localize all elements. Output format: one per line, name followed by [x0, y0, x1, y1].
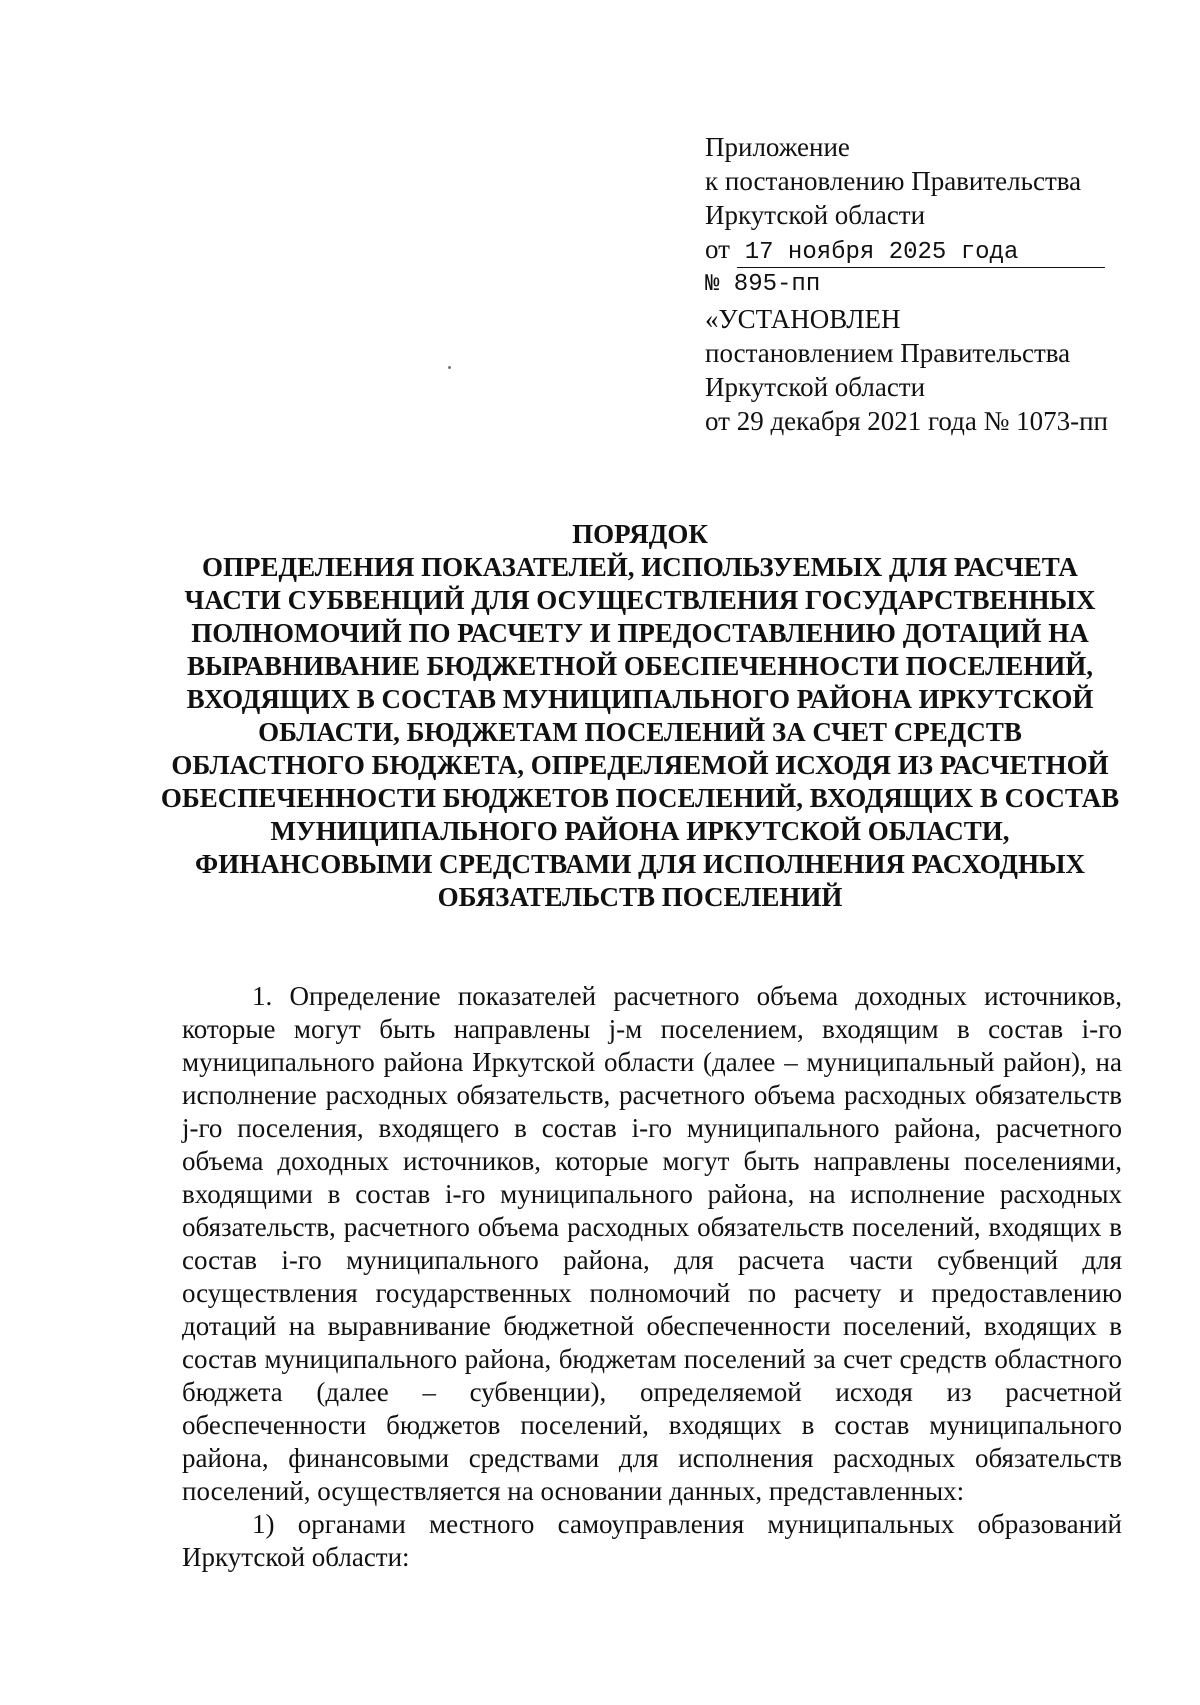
title-heading: ПОРЯДОК [572, 519, 708, 549]
appendix-number: № 895-пп [705, 271, 821, 298]
appendix-label: Приложение [705, 132, 850, 162]
paragraph-2: 1) органами местного самоуправления муниципальных образований Иркутской области: [182, 1509, 1122, 1572]
established-region: Иркутской области [705, 372, 926, 402]
established-date: от 29 декабря 2021 года № 1073-пп [705, 406, 1109, 436]
established-label: «УСТАНОВЛЕН [705, 304, 901, 334]
date-prefix: от [705, 234, 730, 264]
appendix-header [705, 130, 1145, 438]
date-value: 17 ноября 2025 года [737, 239, 1105, 268]
established-by: постановлением Правительства [705, 338, 1071, 368]
scan-speck [448, 366, 451, 369]
appendix-resolution: к постановлению Правительства [705, 166, 1082, 196]
document-body [182, 980, 1122, 1574]
paragraph-1: 1. Определение показателей расчетного объема доходных источников, которые могут быть направлены j-м поселением, входящим в состав i-го муниципального района Иркутской области (далее – муниципальный район), на исполнение расходных обязательств, расчетного объема расходных обязательств j-го поселения, входящего в состав i-го муниципального района, расчетного объема доходных источников, которые могут быть направлены поселениями, входящими в состав i-го муниципального района, на исполнение расходных обязательств, расчетного объема расходных обязательств поселений, входящих в состав i-го муниципального района, для расчета части субвенций для осуществления государственных полномочий по расчету и предоставлению дотаций на выравнивание бюджетной обеспеченности поселений, входящих в состав муниципального района, бюджетам поселений за счет средств областного бюджета (далее – субвенции), определяемой исходя из расчетной обеспеченности бюджетов поселений, входящих в состав муниципального района, финансовыми средствами для исполнения расходных обязательств поселений, осуществляется на основании данных, представленных: [182, 981, 1122, 1506]
appendix-date-line [705, 232, 1145, 268]
appendix-region: Иркутской области [705, 200, 926, 230]
title-subtitle: ОПРЕДЕЛЕНИЯ ПОКАЗАТЕЛЕЙ, ИСПОЛЬЗУЕМЫХ ДЛЯ РАСЧЕТА ЧАСТИ СУБВЕНЦИЙ ДЛЯ ОСУЩЕСТВЛЕНИЯ ГОСУДАРСТВЕННЫХ ПОЛНОМОЧИЙ ПО РАСЧЕТУ И ПРЕДОСТАВЛЕНИЮ ДОТАЦИЙ НА ВЫРАВНИВАНИЕ БЮДЖЕТНОЙ ОБЕСПЕЧЕННОСТИ ПОСЕЛЕНИЙ, ВХОДЯЩИХ В СОСТАВ МУНИЦИПАЛЬНОГО РАЙОНА ИРКУТСКОЙ ОБЛАСТИ, БЮДЖЕТАМ ПОСЕЛЕНИЙ ЗА СЧЕТ СРЕДСТВ ОБЛАСТНОГО БЮДЖЕТА, ОПРЕДЕЛЯЕМОЙ ИСХОДЯ ИЗ РАСЧЕТНОЙ ОБЕСПЕЧЕННОСТИ БЮДЖЕТОВ ПОСЕЛЕНИЙ, ВХОДЯЩИХ В СОСТАВ МУНИЦИПАЛЬНОГО РАЙОНА ИРКУТСКОЙ ОБЛАСТИ, ФИНАНСОВЫМИ СРЕДСТВАМИ ДЛЯ ИСПОЛНЕНИЯ РАСХОДНЫХ ОБЯЗАТЕЛЬСТВ ПОСЕЛЕНИЙ [160, 552, 1120, 912]
document-title [160, 518, 1120, 914]
